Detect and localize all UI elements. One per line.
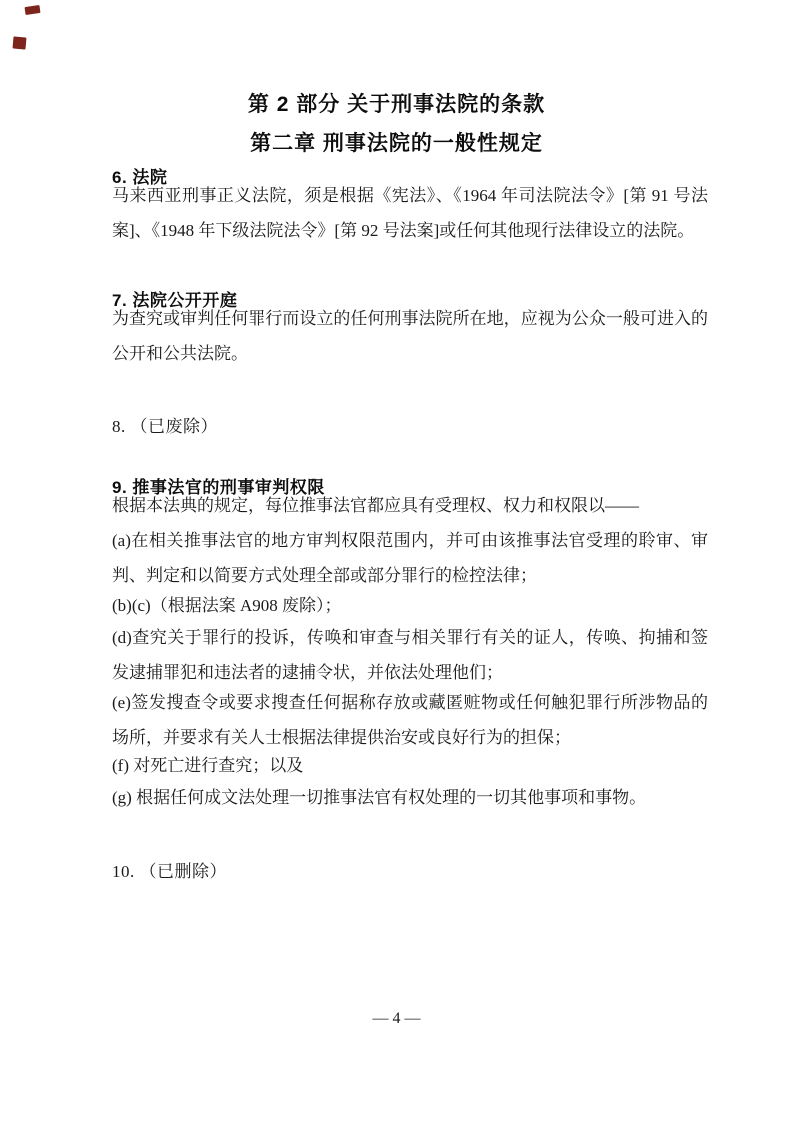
- section-9-item-g: (g) 根据任何成文法处理一切推事法官有权处理的一切其他事项和事物。: [112, 788, 647, 807]
- page-number: — 4 —: [372, 1010, 421, 1027]
- section-7-paragraph: 为查究或审判任何罪行而设立的任何刑事法院所在地，应视为公众一般可进入的公开和公共法院。: [112, 309, 708, 363]
- section-9-intro: 根据本法典的规定，每位推事法官都应具有受理权、权力和权限以——: [112, 496, 639, 515]
- part-title: 第 2 部分 关于刑事法院的条款: [247, 93, 546, 116]
- section-9-item-f: (f) 对死亡进行查究；以及: [112, 756, 304, 775]
- section-7-heading: 7. 法院公开开庭: [112, 291, 238, 310]
- section-9-item-bc: (b)(c)（根据法案 A908 废除）；: [112, 596, 342, 615]
- chapter-title: 第二章 刑事法院的一般性规定: [250, 132, 543, 155]
- section-6-heading: 6. 法院: [112, 168, 168, 187]
- section-9-item-a: (a)在相关推事法官的地方审判权限范围内，并可由该推事法官受理的聆审、审判、判定和以简要方式处理全部或部分罪行的检控法律；: [112, 531, 708, 585]
- section-6-paragraph: 马来西亚刑事正义法院，须是根据《宪法》、《1964 年司法院法令》[第 91 号法案]、《1948 年下级法院法令》[第 92 号法案]或任何其他现行法律设立的法院。: [112, 186, 708, 240]
- section-9-item-d: (d)查究关于罪行的投诉，传唤和审查与相关罪行有关的证人，传唤、拘捕和签发逮捕罪犯和违法者的逮捕令状，并依法处理他们；: [112, 628, 708, 682]
- section-10-deleted-line: 10. （已删除）: [112, 862, 227, 881]
- section-9-item-e: (e)签发搜查令或要求搜查任何据称存放或藏匿赃物或任何触犯罪行所涉物品的场所，并要求有关人士根据法律提供治安或良好行为的担保；: [112, 693, 708, 747]
- scan-artifact-mark: [25, 5, 41, 15]
- scan-artifact-mark: [13, 36, 27, 49]
- section-9-heading: 9. 推事法官的刑事审判权限: [112, 478, 325, 497]
- section-8-repealed-line: 8. （已废除）: [112, 417, 218, 436]
